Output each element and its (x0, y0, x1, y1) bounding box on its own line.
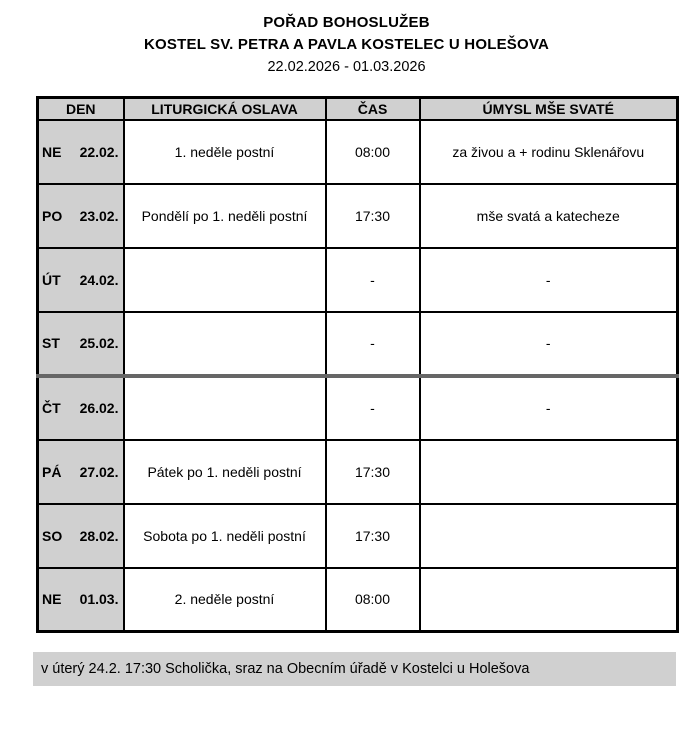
title-block (0, 0, 693, 78)
day-abbrev: ÚT (42, 271, 61, 288)
col-header-umysl: ÚMYSL MŠE SVATÉ (420, 98, 678, 120)
table-row (38, 440, 678, 504)
day-cell (38, 376, 124, 440)
day-cell (38, 184, 124, 248)
celebration-cell: 2. neděle postní (124, 568, 326, 632)
date-range: 22.02.2026 - 01.03.2026 (267, 59, 426, 75)
intention-cell (420, 440, 678, 504)
time-cell: 08:00 (326, 568, 420, 632)
day-abbrev: ČT (42, 400, 61, 416)
day-date: 25.02. (79, 335, 119, 351)
header-row (38, 98, 678, 120)
time-cell: - (326, 312, 420, 376)
day-abbrev: ST (42, 335, 60, 351)
day-abbrev: SO (42, 527, 63, 544)
table-row (38, 568, 678, 632)
day-cell (38, 440, 124, 504)
celebration-cell (124, 312, 326, 376)
time-cell: - (326, 376, 420, 440)
day-date: 26.02. (79, 400, 119, 416)
day-abbrev: NE (42, 591, 62, 608)
day-date: 22.02. (79, 143, 119, 160)
celebration-cell (124, 376, 326, 440)
page-title: POŘAD BOHOSLUŽEB (263, 14, 430, 31)
time-cell: 08:00 (326, 120, 420, 184)
day-date: 01.03. (79, 591, 119, 608)
intention-cell: - (420, 248, 678, 312)
day-abbrev: PÁ (42, 463, 62, 480)
table-row (38, 504, 678, 568)
time-cell: 17:30 (326, 440, 420, 504)
celebration-cell: Pátek po 1. neděli postní (124, 440, 326, 504)
day-cell (38, 568, 124, 632)
celebration-cell (124, 248, 326, 312)
intention-cell (420, 504, 678, 568)
day-date: 24.02. (79, 271, 119, 288)
day-cell (38, 248, 124, 312)
day-abbrev: PO (42, 207, 63, 224)
table-row (38, 184, 678, 248)
table-row (38, 120, 678, 184)
table-row (38, 248, 678, 312)
celebration-cell: 1. neděle postní (124, 120, 326, 184)
schedule-table (36, 96, 679, 633)
intention-cell: - (420, 376, 678, 440)
day-date: 23.02. (79, 207, 119, 224)
celebration-cell: Sobota po 1. neděli postní (124, 504, 326, 568)
church-name: KOSTEL SV. PETRA A PAVLA KOSTELEC U HOLEŠOVA (144, 36, 549, 53)
day-cell (38, 312, 124, 376)
time-cell: 17:30 (326, 504, 420, 568)
time-cell: - (326, 248, 420, 312)
table-row (38, 312, 678, 376)
celebration-cell: Pondělí po 1. neděli postní (124, 184, 326, 248)
col-header-liturgicka-oslava: LITURGICKÁ OSLAVA (124, 98, 326, 120)
intention-cell: - (420, 312, 678, 376)
col-header-cas: ČAS (326, 98, 420, 120)
day-abbrev: NE (42, 143, 62, 160)
col-header-den: DEN (38, 98, 124, 120)
day-cell (38, 120, 124, 184)
intention-cell: za živou a + rodinu Sklenářovu (420, 120, 678, 184)
intention-cell: mše svatá a katecheze (420, 184, 678, 248)
day-date: 27.02. (79, 463, 119, 480)
day-cell (38, 504, 124, 568)
table-header (38, 98, 678, 120)
schedule-body (38, 120, 678, 632)
intention-cell (420, 568, 678, 632)
table-row (38, 376, 678, 440)
time-cell: 17:30 (326, 184, 420, 248)
footer-note: v úterý 24.2. 17:30 Scholička, sraz na Obecním úřadě v Kostelci u Holešova (33, 652, 676, 686)
day-date: 28.02. (79, 527, 119, 544)
